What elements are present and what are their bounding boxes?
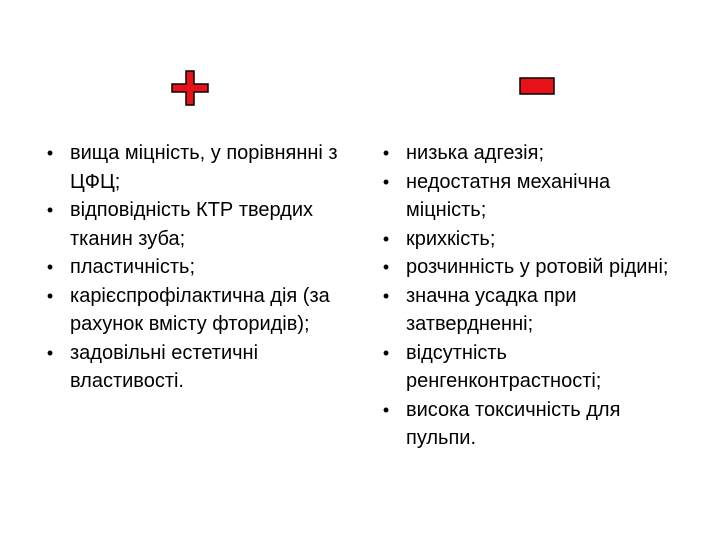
disadvantage-item — [376, 168, 676, 225]
bullet-icon: • — [46, 200, 54, 220]
disadvantage-item — [376, 339, 676, 396]
disadvantage-text: крихкість; — [406, 227, 496, 250]
bullet-icon: • — [46, 257, 54, 277]
advantage-text: карієспрофілактична дія (за рахунок вмісту фторидів); — [70, 284, 330, 335]
advantage-text: відповідність КТР твердих тканин зуба; — [70, 199, 314, 250]
disadvantage-item — [376, 225, 676, 254]
disadvantage-text: розчинність у ротовій рідині; — [406, 256, 669, 278]
disadvantage-text: недостатня механічна міцність; — [406, 170, 611, 221]
advantage-text: пластичність; — [70, 256, 195, 278]
disadvantage-text: низька адгезія; — [406, 142, 545, 164]
bullet-icon: • — [382, 257, 390, 277]
disadvantage-item — [376, 396, 676, 453]
advantage-item — [40, 139, 360, 196]
disadvantages-list — [376, 139, 676, 453]
disadvantage-item — [376, 253, 676, 282]
advantage-text: задовільні естетичні властивості. — [70, 341, 259, 392]
advantage-text: вища міцність, у порівнянні з ЦФЦ; — [70, 142, 338, 193]
bullet-icon: • — [382, 228, 390, 249]
bullet-icon: • — [46, 285, 54, 306]
advantages-list — [40, 139, 360, 396]
disadvantage-item — [376, 139, 676, 168]
bullet-icon: • — [382, 399, 390, 420]
advantage-item — [40, 196, 360, 253]
bullet-icon: • — [382, 342, 390, 363]
bullet-icon: • — [382, 143, 390, 163]
advantage-item — [40, 282, 360, 339]
disadvantage-item — [376, 282, 676, 339]
bullet-icon: • — [46, 342, 54, 363]
plus-icon — [171, 70, 209, 106]
minus-icon — [519, 77, 555, 95]
bullet-icon: • — [382, 171, 390, 192]
disadvantage-text: значна усадка при затвердненні; — [406, 284, 577, 335]
bullet-icon: • — [46, 143, 54, 163]
advantage-item — [40, 253, 360, 282]
disadvantage-text: відсутність ренгенконтрастності; — [406, 341, 602, 392]
bullet-icon: • — [382, 285, 390, 306]
advantage-item — [40, 339, 360, 396]
disadvantage-text: висока токсичність для пульпи. — [406, 398, 621, 449]
